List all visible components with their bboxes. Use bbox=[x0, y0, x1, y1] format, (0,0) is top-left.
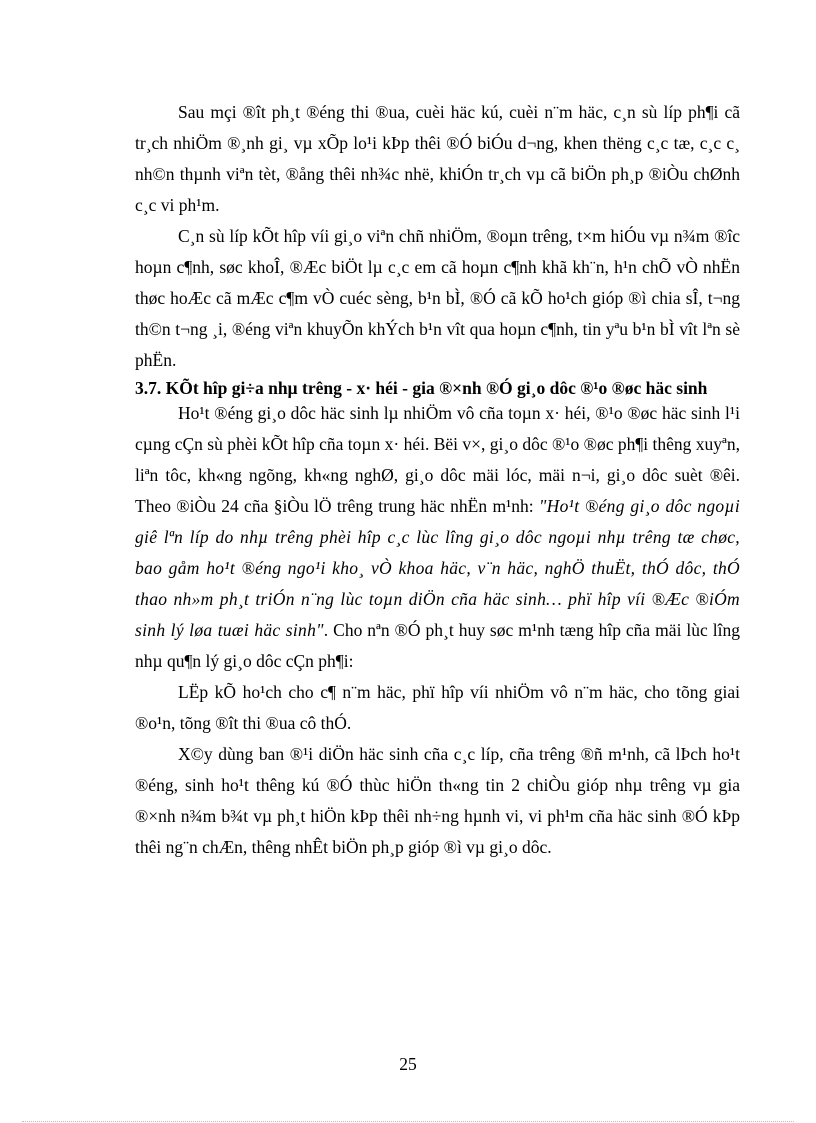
section-heading: 3.7. KÕt hîp gi÷a nhµ trêng - x· héi - gia ®×nh ®Ó gi¸o dôc ®¹o ®øc häc sinh bbox=[135, 378, 708, 398]
paragraph: Sau mçi ®ît ph¸t ®éng thi ®ua, cuèi häc kú, cuèi n¨m häc, c¸n sù líp ph¶i cã tr¸ch nhiÖm ®¸nh gi¸ vµ xÕp lo¹i kÞp thêi ®Ó biÓu d¬ng, khen thëng c¸c tæ, c¸c c¸ nh©n thµnh viªn tèt, ®ång thêi nh¾c nhë, khiÓn tr¸ch vµ cã biÖn ph¸p ®iÒu chØnh c¸c vi ph¹m. bbox=[135, 102, 740, 215]
paragraph-lead: Ho¹t ®éng gi¸o dôc häc sinh lµ nhiÖm vô cña toµn x· héi, ®¹o ®øc häc sinh l¹i cµng cÇn sù phèi kÕt hîp cña toµn x· héi. Bëi v×, gi¸o dôc ®¹o ®øc ph¶i thêng xuyªn, liªn tôc, kh«ng ngõng, kh«ng nghØ, gi¸o dôc mäi lóc, mäi n¬i, gi¸o dôc suèt ®êi. Theo ®iÒu 24 cña §iÒu lÖ trêng trung häc nhËn m¹nh: bbox=[135, 403, 740, 516]
paragraph-tail: . Cho nªn ®Ó ph¸t huy søc m¹nh tæng hîp cña mäi lùc lîng nhµ qu¶n lý gi¸o dôc cÇn ph¶i: bbox=[135, 620, 740, 671]
page-number: 25 bbox=[399, 1054, 417, 1074]
regulation-quote: "Ho¹t ®éng gi¸o dôc ngoµi giê lªn líp do nhµ trêng phèi hîp c¸c lùc lîng gi¸o dôc ngoµi nhµ trêng tæ chøc, bao gåm ho¹t ®éng ngo¹i kho¸ vÒ khoa häc, v¨n häc, nghÖ thuËt, thÓ dôc, thÓ thao nh»m ph¸t triÓn n¨ng lùc toµn diÖn cña häc sinh… phï hîp víi ®Æc ®iÓm sinh lý løa tuæi häc sinh" bbox=[135, 496, 740, 640]
paragraph: LËp kÕ ho¹ch cho c¶ n¨m häc, phï hîp víi nhiÖm vô n¨m häc, cho tõng giai ®o¹n, tõng ®ît thi ®ua cô thÓ. bbox=[135, 682, 740, 733]
paragraph bbox=[135, 398, 740, 677]
paragraph: C¸n sù líp kÕt hîp víi gi¸o viªn chñ nhiÖm, ®oµn trêng, t×m hiÓu vµ n¾m ®îc hoµn c¶nh, søc khoÎ, ®Æc biÖt lµ c¸c em cã hoµn c¶nh khã kh¨n, h¹n chÕ vÒ nhËn thøc hoÆc cã mÆc c¶m vÒ cuéc sèng, b¹n bÌ, ®Ó cã kÕ ho¹ch gióp ®ì chia sÎ, t¬ng th©n t¬ng ¸i, ®éng viªn khuyÕn khÝch b¹n vît qua hoµn c¶nh, tin yªu b¹n bÌ vît lªn sè phËn. bbox=[135, 226, 740, 370]
paragraph: X©y dùng ban ®¹i diÖn häc sinh cña c¸c líp, cña trêng ®ñ m¹nh, cã lÞch ho¹t ®éng, sinh ho¹t thêng kú ®Ó thùc hiÖn th«ng tin 2 chiÒu gióp nhµ trêng vµ gia ®×nh n¾m b¾t vµ ph¸t hiÖn kÞp thêi nh÷ng hµnh vi, vi ph¹m cña häc sinh ®Ó kÞp thêi ng¨n chÆn, thêng nhÊt biÖn ph¸p gióp ®ì vµ gi¸o dôc. bbox=[135, 744, 740, 857]
body-text bbox=[135, 97, 740, 863]
page-bottom-divider bbox=[22, 1121, 794, 1122]
